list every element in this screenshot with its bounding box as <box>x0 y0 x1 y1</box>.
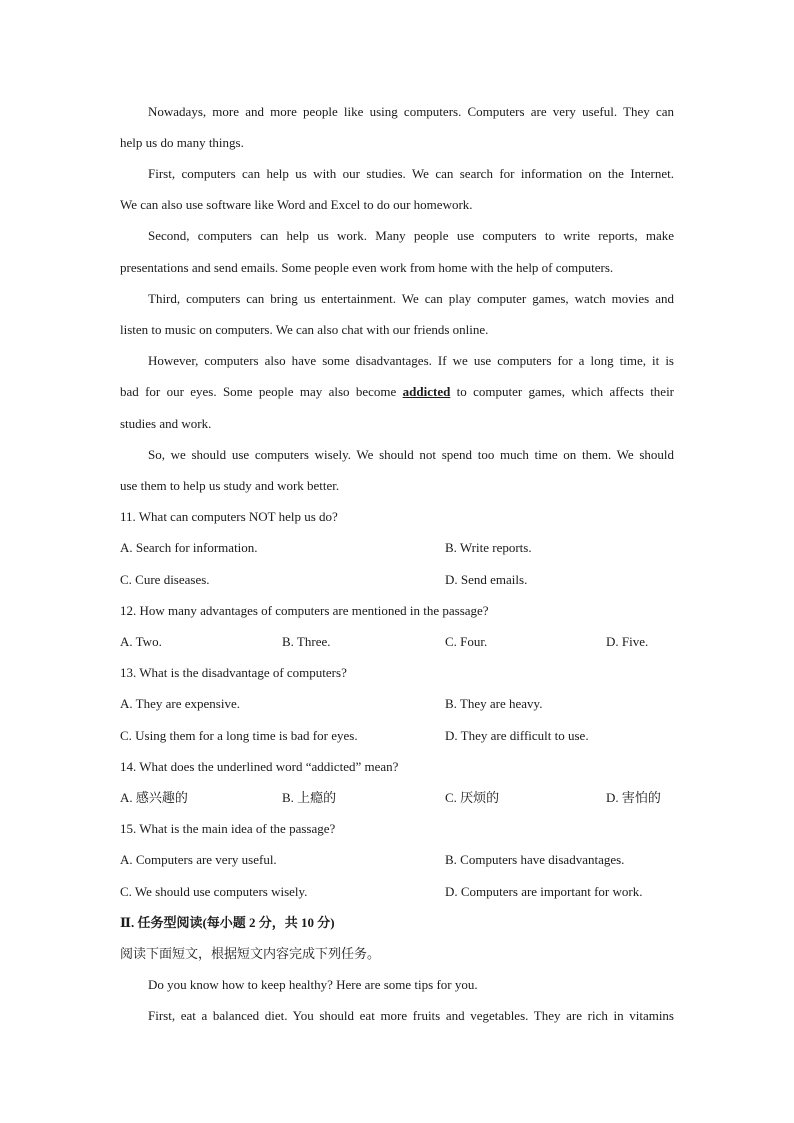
option-c: C. Four. <box>445 634 488 649</box>
option-b: B. Computers have disadvantages. <box>445 852 625 867</box>
option-d: D. They are difficult to use. <box>445 728 589 743</box>
passage-line: Do you know how to keep healthy? Here are some tips for you. <box>148 977 478 992</box>
option-d: D. Send emails. <box>445 572 528 587</box>
passage-text: bad for our eyes. Some people may also become <box>120 384 397 399</box>
question-stem: 12. How many advantages of computers are mentioned in the passage? <box>120 603 489 618</box>
passage-line: So, we should use computers wisely. We should not spend too much time on them. We should <box>148 447 674 462</box>
option-c: C. 厌烦的 <box>445 790 500 805</box>
question-stem: 13. What is the disadvantage of computers? <box>120 665 347 680</box>
passage-line: Second, computers can help us work. Many people use computers to write reports, make <box>148 228 674 243</box>
passage-line: presentations and send emails. Some people even work from home with the help of computers. <box>120 260 614 275</box>
option-c: C. We should use computers wisely. <box>120 884 308 899</box>
option-b: B. 上瘾的 <box>282 790 337 805</box>
passage-line: First, computers can help us with our studies. We can search for information on the Internet. <box>148 166 674 181</box>
section-heading: Ⅱ. 任务型阅读(每小题 2 分，共 10 分) <box>120 915 335 930</box>
passage-line: However, computers also have some disadvantages. If we use computers for a long time, it is <box>148 353 674 368</box>
question-stem: 11. What can computers NOT help us do? <box>120 509 338 524</box>
option-a: A. They are expensive. <box>120 696 240 711</box>
passage-line: use them to help us study and work better. <box>120 478 340 493</box>
option-c: C. Cure diseases. <box>120 572 210 587</box>
option-d: D. Five. <box>606 634 649 649</box>
question-stem: 14. What does the underlined word “addicted” mean? <box>120 759 399 774</box>
option-b: B. Write reports. <box>445 540 532 555</box>
passage-line: We can also use software like Word and Excel to do our homework. <box>120 197 473 212</box>
section-instruction: 阅读下面短文，根据短文内容完成下列任务。 <box>120 946 381 961</box>
underlined-word: addicted <box>402 384 451 399</box>
passage-text: to computer games, which affects their <box>456 384 675 399</box>
passage-line <box>120 384 674 400</box>
passage-line: listen to music on computers. We can also chat with our friends online. <box>120 322 489 337</box>
option-c: C. Using them for a long time is bad for eyes. <box>120 728 358 743</box>
option-b: B. Three. <box>282 634 331 649</box>
passage-line: studies and work. <box>120 416 212 431</box>
option-a: A. Search for information. <box>120 540 258 555</box>
option-d: D. Computers are important for work. <box>445 884 643 899</box>
option-d: D. 害怕的 <box>606 790 661 805</box>
option-a: A. Two. <box>120 634 162 649</box>
passage-line: First, eat a balanced diet. You should eat more fruits and vegetables. They are rich in vitamins <box>148 1008 674 1023</box>
option-a: A. 感兴趣的 <box>120 790 188 805</box>
passage-line: Nowadays, more and more people like using computers. Computers are very useful. They can <box>148 104 674 119</box>
option-a: A. Computers are very useful. <box>120 852 277 867</box>
question-stem: 15. What is the main idea of the passage? <box>120 821 336 836</box>
option-b: B. They are heavy. <box>445 696 543 711</box>
passage-line: Third, computers can bring us entertainment. We can play computer games, watch movies and <box>148 291 674 306</box>
passage-line: help us do many things. <box>120 135 244 150</box>
